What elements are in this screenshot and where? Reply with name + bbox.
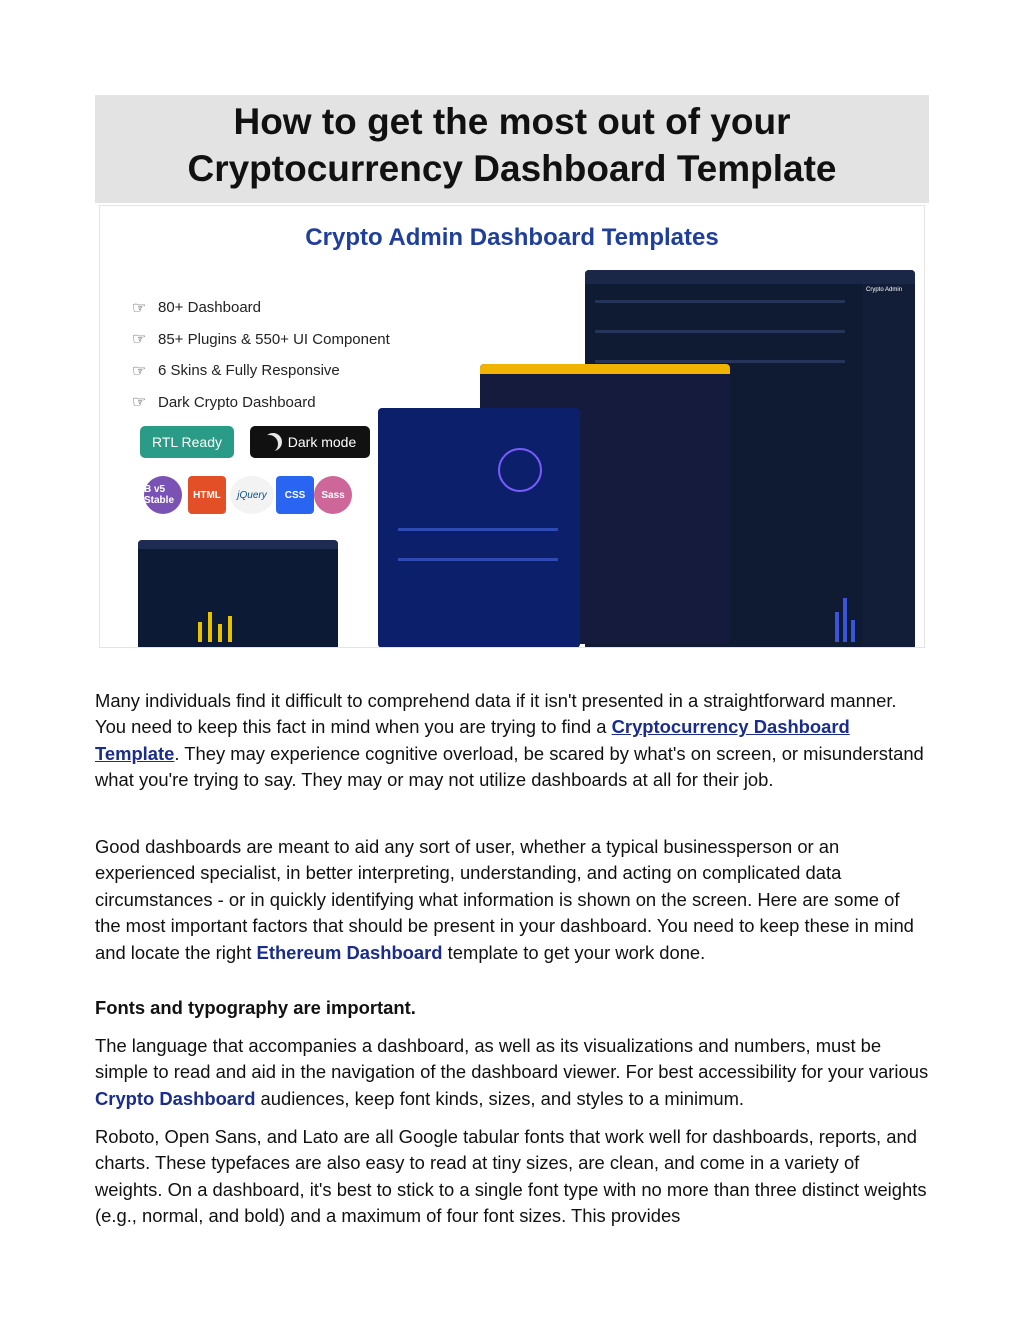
sass-logo: Sass [314,476,352,514]
screenshot-sidebar [863,284,915,648]
crypto-dashboard-link[interactable]: Crypto Dashboard [95,1087,256,1109]
bootstrap-logo: B v5 Stable [144,476,182,514]
screenshot-bar [218,624,222,642]
screenshot-row [595,300,845,303]
paragraph: The language that accompanies a dashboard, as well as its visualizations and numbers, must be simple to read and aid in the navigation of the dashboard viewer. For best accessibility for your various Crypto Dashboard audiences, keep font kinds, sizes, and styles to a minimum. [95,1035,929,1109]
paragraph: Roboto, Open Sans, and Lato are all Google tabular fonts that work well for dashboards, reports, and charts. These typefaces are also easy to read at tiny sizes, are clean, and come in a variety of weights. On a dashboard, it's best to stick to a single font type with no more than three distinct weights (e.g., normal, and bold) and a maximum of four font sizes. This provides [95,1126,927,1227]
section-heading: Fonts and typography are important. [95,997,416,1018]
paragraph: Many individuals find it difficult to comprehend data if it isn't presented in a straightforward manner. You need to keep this fact in mind when you are trying to find a Cryptocurrency Dashboard Template. They may experience cognitive overload, be scared by what's on screen, or misunderstand what you're trying to say. They may or may not utilize dashboards at all for their job. [95,690,924,791]
feature-item: ☞ 85+ Plugins & 550+ UI Component [132,330,390,349]
html5-logo: HTML [188,476,226,514]
dashboard-screenshot-indigo [378,408,580,648]
screenshot-bar [835,612,839,642]
screenshot-bar [843,598,847,642]
feature-list [132,292,390,418]
screenshot-ring [498,448,542,492]
screenshot-topbar [585,270,915,284]
screenshot-bar [208,612,212,642]
ethereum-dashboard-link[interactable]: Ethereum Dashboard [256,941,443,963]
banner-title: Crypto Admin Dashboard Templates [305,224,719,251]
pointing-hand-icon: ☞ [132,299,147,317]
feature-item: ☞ 80+ Dashboard [132,299,261,317]
pointing-hand-icon: ☞ [132,362,147,380]
screenshot-row [595,330,845,333]
screenshot-row [398,528,558,531]
dark-mode-badge: Dark mode [250,426,370,458]
screenshot-row [595,360,845,363]
paragraph: Good dashboards are meant to aid any sort of user, whether a typical businessperson or an experienced specialist, in better interpreting, understanding, and acting on complicated data circumstances - or in quickly identifying what information is shown on the screen. Here are some of the most important factors that should be present in your dashboard. You need to keep these in mind and locate the right Ethereum Dashboard template to get your work done. [95,836,914,963]
jquery-logo: jQuery [230,476,274,514]
screenshot-bar [851,620,855,642]
screenshot-topbar [480,364,730,374]
screenshot-topbar [138,540,338,549]
cryptocurrency-dashboard-link[interactable]: Cryptocurrency Dashboard Template [95,716,850,764]
screenshot-bar [198,622,202,642]
css3-logo: CSS [276,476,314,514]
moon-icon [264,433,282,451]
pointing-hand-icon: ☞ [132,331,147,349]
screenshot-brand: Crypto Admin [866,287,903,293]
promo-banner-image [99,205,925,648]
screenshot-row [398,558,558,561]
pointing-hand-icon: ☞ [132,394,147,412]
feature-item: ☞ Dark Crypto Dashboard [132,393,316,412]
screenshot-bar [228,616,232,642]
dashboard-screenshot-chart [138,540,338,648]
rtl-ready-badge: RTL Ready [140,426,234,458]
page-title: How to get the most out of your Cryptocurrency Dashboard Template [187,101,837,189]
feature-item: ☞ 6 Skins & Fully Responsive [132,362,340,380]
